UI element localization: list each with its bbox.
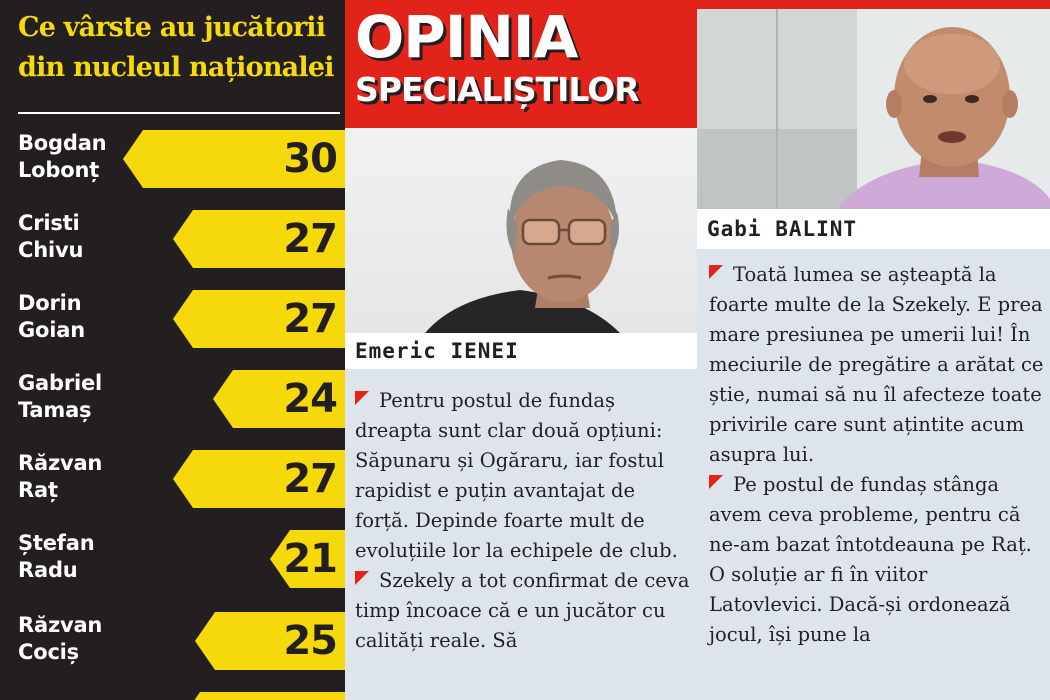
player-first-name: Dorin xyxy=(18,291,82,315)
bullet-triangle-icon xyxy=(355,571,369,585)
player-row xyxy=(0,366,345,430)
player-name xyxy=(18,450,102,504)
player-first-name: Ștefan xyxy=(18,531,95,555)
player-row xyxy=(0,286,345,350)
player-first-name: Răzvan xyxy=(18,613,103,637)
specialist1-name: Emeric IENEI xyxy=(355,339,519,363)
bullet-triangle-icon xyxy=(709,475,723,489)
player-age: 27 xyxy=(283,296,337,342)
player-age: 21 xyxy=(283,536,337,582)
ages-title-line2: din nucleul naționalei xyxy=(18,52,334,83)
ages-panel-title xyxy=(18,8,340,88)
player-age: 27 xyxy=(283,456,337,502)
specialist2-caption xyxy=(697,209,1050,249)
specialist1-text xyxy=(355,386,693,656)
player-age: 25 xyxy=(283,618,337,664)
player-age: 30 xyxy=(283,136,337,182)
specialist1-column xyxy=(345,0,697,700)
opinion-banner xyxy=(345,0,697,128)
player-row xyxy=(0,446,345,510)
specialist1-photo xyxy=(345,128,697,333)
player-age: 24 xyxy=(283,376,337,422)
player-last-name: Chivu xyxy=(18,238,84,262)
top-red-strip xyxy=(697,0,1050,9)
paragraph-text: Pe postul de fundaș stânga avem ceva probleme, pentru că ne-am bazat întotdeauna pe Raț. O soluție ar fi în viitor Latovlevici. Dacă-și ordonează jocul, își pune la xyxy=(709,473,1032,646)
paragraph xyxy=(355,566,693,656)
player-first-name: Gabriel xyxy=(18,371,103,395)
specialist2-name: Gabi BALINT xyxy=(707,217,858,241)
specialist2-column xyxy=(697,0,1050,700)
player-name xyxy=(18,530,94,584)
paragraph xyxy=(709,470,1045,650)
player-last-name: Cociș xyxy=(18,640,79,664)
player-first-name: Bogdan xyxy=(18,131,107,155)
player-row-cut xyxy=(0,688,345,700)
player-name xyxy=(18,612,102,666)
player-last-name: Radu xyxy=(18,558,78,582)
player-row xyxy=(0,526,345,590)
player-row xyxy=(0,608,345,672)
player-name xyxy=(18,370,102,424)
banner-subtitle: SPECIALIȘTILOR xyxy=(355,70,639,109)
player-last-name: Lobonț xyxy=(18,158,100,182)
player-first-name: Cristi xyxy=(18,211,80,235)
player-last-name: Goian xyxy=(18,318,85,342)
player-first-name: Răzvan xyxy=(18,451,103,475)
player-name xyxy=(18,130,106,184)
player-row xyxy=(0,126,345,190)
player-age: 27 xyxy=(283,216,337,262)
specialist2-text xyxy=(709,260,1045,650)
banner-title: OPINIA xyxy=(355,3,578,71)
specialist1-caption xyxy=(345,333,697,369)
paragraph xyxy=(709,260,1045,470)
portrait-illustration xyxy=(345,128,697,333)
paragraph xyxy=(355,386,693,566)
player-name xyxy=(18,290,85,344)
player-last-name: Tamaș xyxy=(18,398,92,422)
player-row xyxy=(0,206,345,270)
paragraph-text: Szekely a tot confirmat de ceva timp încoace că e un jucător cu calități reale. Să xyxy=(355,569,690,652)
bullet-triangle-icon xyxy=(709,265,723,279)
paragraph-text: Pentru postul de fundaș dreapta sunt clar două opțiuni: Săpunaru și Ogăraru, iar fostul rapidist e puțin avantajat de forță. Depinde foarte mult de evoluțiile lor la echipele de club. xyxy=(355,389,678,562)
bullet-triangle-icon xyxy=(355,391,369,405)
age-bar xyxy=(180,692,345,700)
portrait-illustration xyxy=(697,9,1050,209)
player-last-name: Raț xyxy=(18,478,58,502)
ages-title-line1: Ce vârste au jucătorii xyxy=(18,12,326,43)
paragraph-text: Toată lumea se așteaptă la foarte multe de la Szekely. E prea mare presiunea pe umerii lui! În meciurile de pregătire a arătat ce știe, numai să nu îl afecteze toate privirile care sunt ațintite acum asupra lui. xyxy=(709,263,1044,466)
specialist2-photo xyxy=(697,9,1050,209)
title-divider xyxy=(18,112,340,114)
ages-panel xyxy=(0,0,345,700)
player-name xyxy=(18,210,83,264)
